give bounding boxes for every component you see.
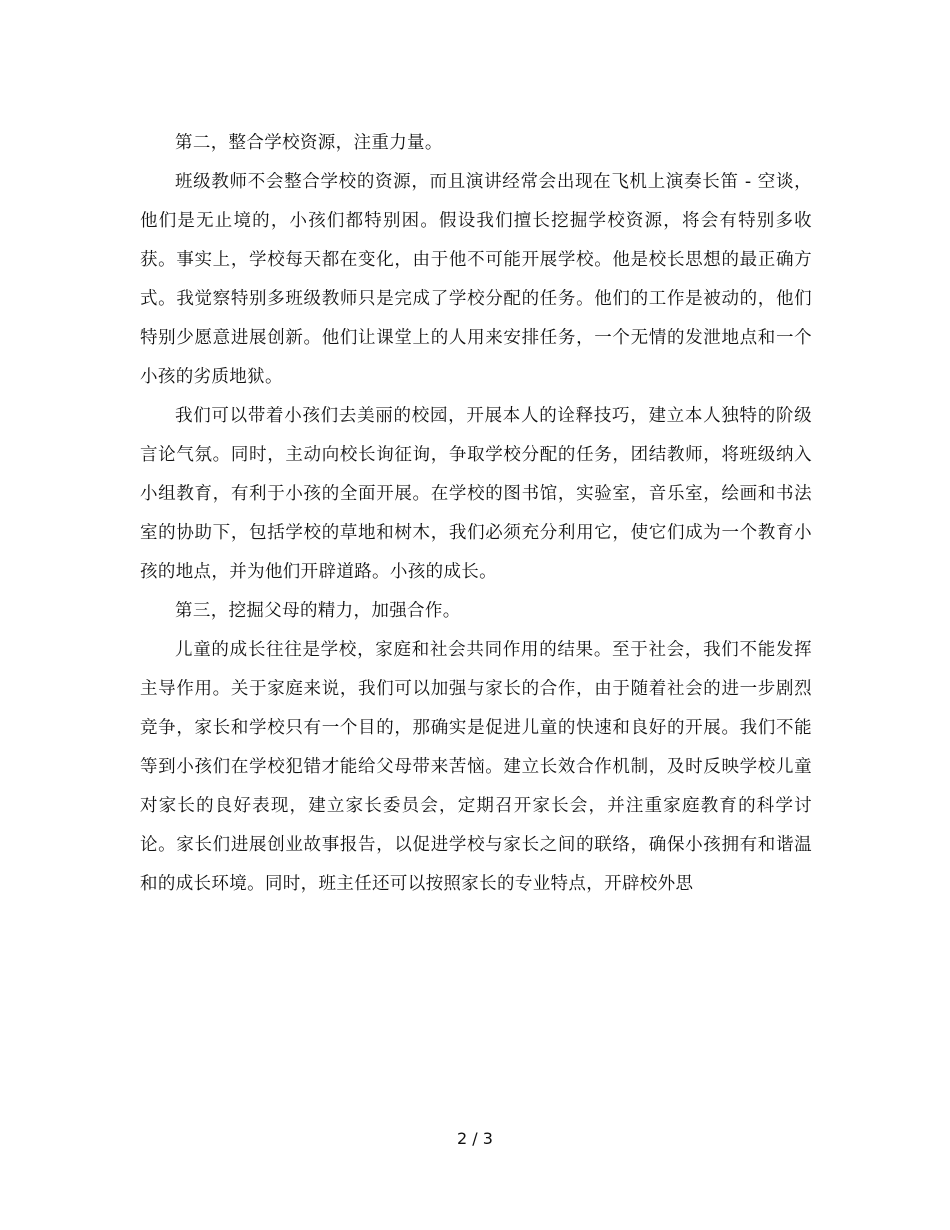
document-body (140, 124, 812, 904)
paragraph: 班级教师不会整合学校的资源，而且演讲经常会出现在飞机上演奏长笛 - 空谈，他们是无止境的，小孩们都特别困。假设我们擅长挖掘学校资源，将会有特别多收获。事实上，学校每天都在变化，由于他不可能开展学校。他是校长思想的最正确方式。我觉察特别多班级教师只是完成了学校分配的任务。他们的工作是被动的，他们特别少愿意进展创新。他们让课堂上的人用来安排任务，一个无情的发泄地点和一个小孩的劣质地狱。 (140, 172, 812, 387)
paragraph: 儿童的成长往往是学校，家庭和社会共同作用的结果。至于社会，我们不能发挥主导作用。关于家庭来说，我们可以加强与家长的合作，由于随着社会的进一步剧烈竞争，家长和学校只有一个目的，那确实是促进儿童的快速和良好的开展。我们不能等到小孩们在学校犯错才能给父母带来苦恼。建立长效合作机制，及时反映学校儿童对家长的良好表现，建立家长委员会，定期召开家长会，并注重家庭教育的科学讨论。家长们进展创业故事报告，以促进学校与家长之间的联络，确保小孩拥有和谐温和的成长环境。同时，班主任还可以按照家长的专业特点，开辟校外思 (140, 640, 812, 894)
paragraph-heading-second: 第二，整合学校资源，注重力量。 (175, 133, 443, 153)
paragraph: 我们可以带着小孩们去美丽的校园，开展本人的诠释技巧，建立本人独特的阶级言论气氛。同时，主动向校长询征询，争取学校分配的任务，团结教师，将班级纳入小组教育，有利于小孩的全面开展。在学校的图书馆，实验室，音乐室，绘画和书法室的协助下，包括学校的草地和树木，我们必须充分利用它，使它们成为一个教育小孩的地点，并为他们开辟道路。小孩的成长。 (140, 406, 812, 582)
paragraph-heading-third: 第三，挖掘父母的精力，加强合作。 (175, 601, 461, 621)
page-number: 2 / 3 (457, 1129, 493, 1148)
